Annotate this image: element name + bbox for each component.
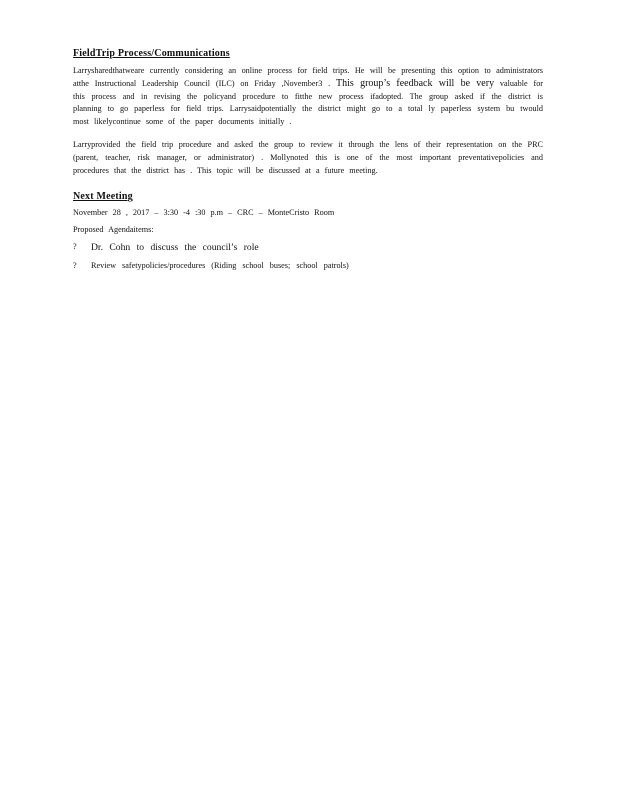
agenda-item (73, 242, 543, 253)
paragraph-online-process-part1: Larrysharedthatweare currently considering an online process for field trips. He will be presenting this option to administrators atthe Instructional Leadership Council (ILC) on Friday ,November3 . (73, 66, 543, 88)
paragraph-online-process-part2: valuable for this process and in revising the policyand procedure to fitthe new process ifadopted. The group asked if the district is planning to go paperless for field trips. Larrysaidpotentially the district might go to a total ly paperless system bu twould most likelycontinue some of the paper documents initially . (73, 78, 544, 127)
document-content (73, 48, 543, 278)
bullet-glyph: ? (73, 242, 77, 252)
bullet-glyph: ? (73, 261, 77, 271)
agenda-item (73, 261, 543, 270)
paragraph-field-trip-procedure: Larryprovided the field trip procedure and asked the group to review it through the lens of their representation on the PRC (parent, teacher, risk manager, or administrator) . Mollynoted this is one of the most important preventativepolicies and procedures that the district has . This topic will be discussed at a future meeting. (73, 139, 543, 175)
agenda-list (73, 242, 543, 270)
meeting-details: November 28 , 2017 – 3:30 -4 :30 p.m – CRC – MonteCristo Room (73, 208, 335, 218)
agenda-item-text: Dr. Cohn to discuss the council’s role (91, 242, 259, 254)
section-heading-next-meeting: Next Meeting (73, 191, 133, 203)
agenda-item-text: Review safetypolicies/procedures (Riding school buses; school patrols) (91, 261, 349, 271)
paragraph-online-process (73, 65, 543, 129)
paragraph-online-process-emphasis: This group’s feedback will be very (336, 77, 495, 89)
agenda-label: Proposed Agendaitems: (73, 225, 154, 235)
section-heading-field-trip: FieldTrip Process/Communications (73, 48, 230, 59)
